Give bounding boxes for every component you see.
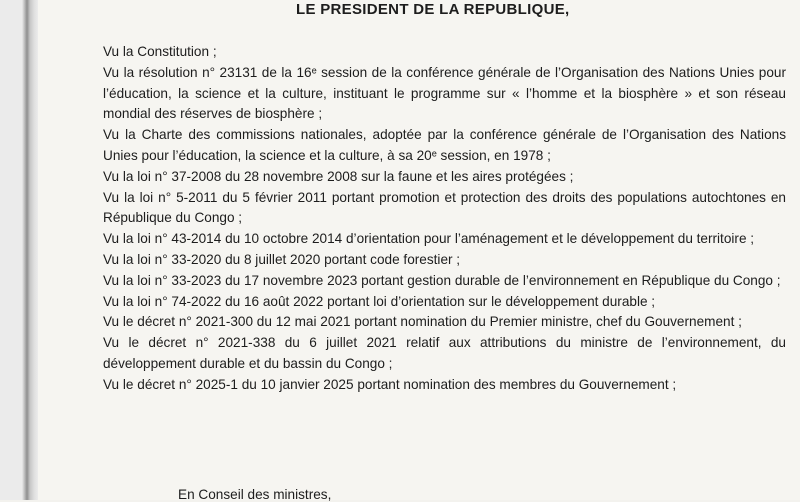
visa-item: Vu la loi n° 33-2023 du 17 novembre 2023 portant gestion durable de l’environnement en République du Congo ;: [103, 272, 781, 288]
visa-item: Vu la Charte des commissions nationales, adoptée par la conférence générale de l’Organisation des Nations Unies pour l’éducation, la science et la culture, à sa 20ᵉ session, en 1978 ;: [103, 127, 786, 163]
trailing-text: En Conseil des ministres,: [178, 487, 332, 502]
visa-item: Vu la loi n° 43-2014 du 10 octobre 2014 d’orientation pour l’aménagement et le développement du territoire ;: [103, 231, 755, 247]
visa-item: Vu la loi n° 37-2008 du 28 novembre 2008 sur la faune et les aires protégées ;: [103, 168, 574, 184]
document-heading: LE PRESIDENT DE LA REPUBLIQUE,: [296, 1, 570, 18]
binding-edge: [0, 0, 38, 500]
visa-item: Vu la loi n° 5-2011 du 5 février 2011 portant promotion et protection des droits des populations autochtones en République du Congo ;: [103, 189, 786, 226]
visa-item: Vu la loi n° 74-2022 du 16 août 2022 portant loi d’orientation sur le développement durable ;: [103, 293, 656, 309]
visa-item: Vu la résolution n° 23131 de la 16ᵉ session de la conférence générale de l’Organisation des Nations Unies pour l’éducation, la science et la culture, instituant le programme sur « l’homme et la biosphère » et son réseau mondial des réserves de biosphère ;: [103, 64, 786, 122]
visa-item: Vu le décret n° 2021-338 du 6 juillet 2021 relatif aux attributions du ministre de l’environnement, du développement durable et du bassin du Congo ;: [103, 335, 786, 371]
visa-item: Vu le décret n° 2021-300 du 12 mai 2021 portant nomination du Premier ministre, chef du Gouvernement ;: [103, 314, 742, 330]
visa-list: [103, 42, 786, 396]
visa-item: Vu le décret n° 2025-1 du 10 janvier 2025 portant nomination des membres du Gouvernement ;: [103, 376, 677, 392]
document-page: [38, 0, 800, 500]
visa-item: Vu la loi n° 33-2020 du 8 juillet 2020 portant code forestier ;: [103, 251, 461, 267]
visa-item: Vu la Constitution ;: [103, 44, 217, 59]
